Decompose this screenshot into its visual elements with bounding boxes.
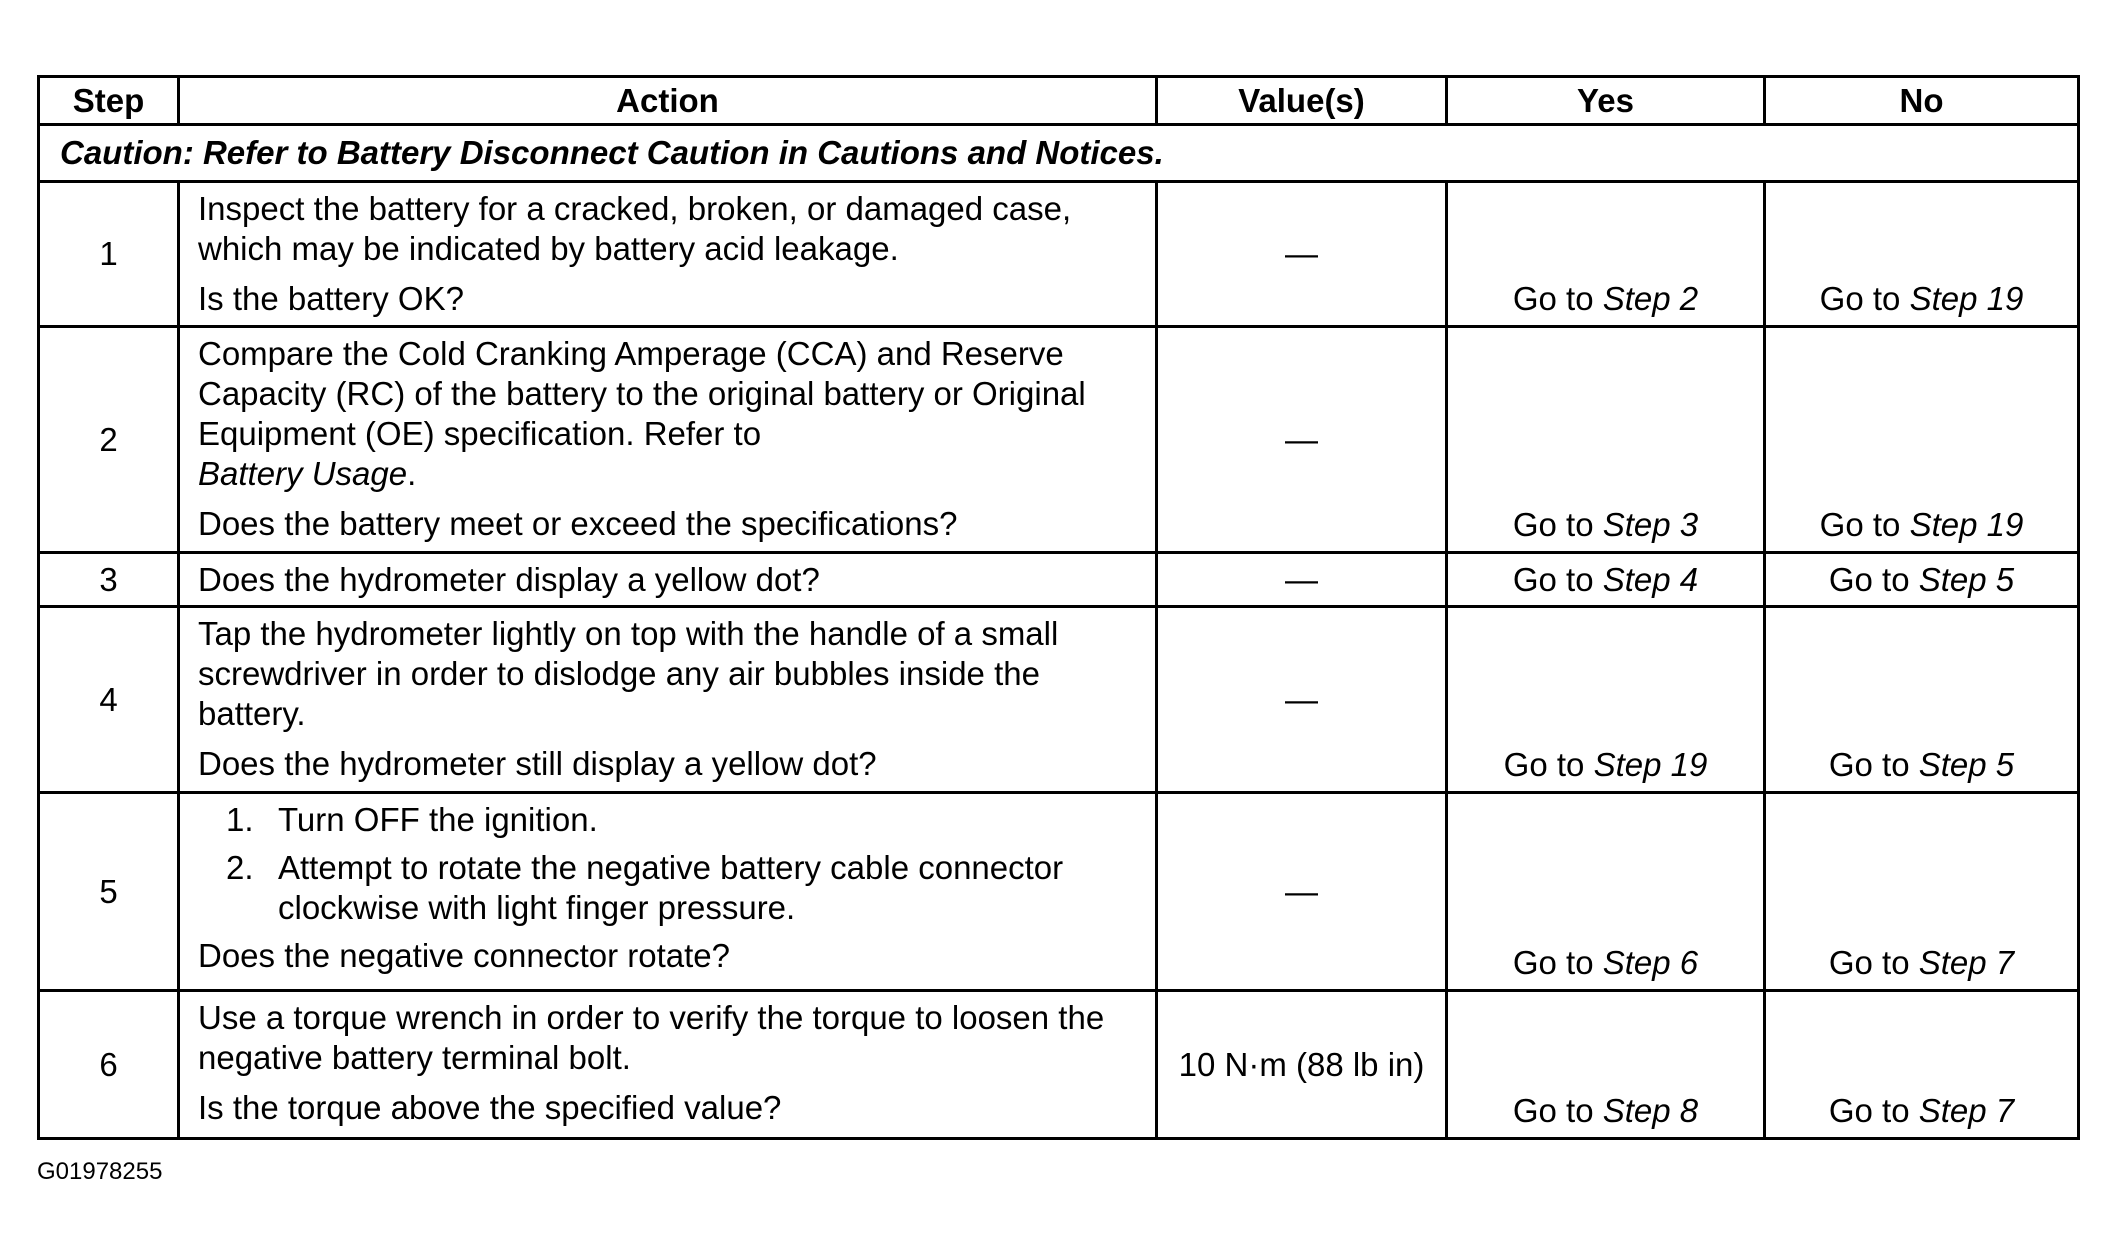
goto-prefix: Go to — [1512, 280, 1603, 317]
value-cell — [1157, 793, 1447, 991]
action-cell — [179, 607, 1157, 793]
yes-step-link[interactable]: Step 19 — [1593, 746, 1708, 783]
list-item-number: 2. — [226, 849, 254, 886]
no-cell — [1765, 553, 2079, 607]
table-row — [39, 182, 2079, 327]
yes-step-link[interactable]: Step 8 — [1602, 1092, 1699, 1129]
no-step-link[interactable]: Step 7 — [1918, 1092, 2015, 1129]
header-action: Action — [179, 77, 1157, 125]
no-step-link[interactable]: Step 19 — [1909, 280, 2024, 317]
goto-prefix: Go to — [1512, 944, 1603, 981]
action-description-text: Compare the Cold Cranking Amperage (CCA) and Reserve Capacity (RC) of the battery to the original battery or Original Equipment (OE) specification. Refer to — [198, 335, 1086, 452]
step-number: 5 — [39, 793, 179, 991]
goto-prefix: Go to — [1512, 506, 1603, 543]
value-text: — — [1285, 420, 1318, 458]
no-cell — [1765, 327, 2079, 553]
list-item — [198, 848, 1137, 928]
no-step-link[interactable]: Step 19 — [1909, 506, 2024, 543]
figure-id: G01978255 — [37, 1158, 163, 1185]
yes-step-link[interactable]: Step 3 — [1602, 506, 1699, 543]
list-item-text: Turn OFF the ignition. — [278, 801, 598, 838]
action-cell — [179, 991, 1157, 1139]
yes-cell — [1447, 607, 1765, 793]
table-row — [39, 607, 2079, 793]
value-text: — — [1285, 560, 1318, 598]
yes-step-link[interactable]: Step 2 — [1602, 280, 1699, 317]
no-step-link[interactable]: Step 7 — [1918, 944, 2015, 981]
step-number: 1 — [39, 182, 179, 327]
no-step-link[interactable]: Step 5 — [1918, 560, 2015, 598]
action-question: Is the battery OK? — [198, 280, 464, 317]
caution-text: Caution: Refer to Battery Disconnect Caution in Cautions and Notices. — [39, 125, 2079, 182]
action-question: Is the torque above the specified value? — [198, 1089, 782, 1126]
goto-prefix: Go to — [1503, 746, 1594, 783]
no-cell — [1765, 793, 2079, 991]
value-text: — — [1285, 872, 1318, 910]
diagnostic-table — [37, 75, 2080, 1140]
action-description: Use a torque wrench in order to verify the torque to loosen the negative battery terminal bolt. — [198, 999, 1105, 1076]
header-row — [39, 77, 2079, 125]
no-step-link[interactable]: Step 5 — [1918, 746, 2015, 783]
value-cell — [1157, 327, 1447, 553]
yes-cell — [1447, 327, 1765, 553]
header-no: No — [1765, 77, 2079, 125]
action-question: Does the hydrometer display a yellow dot? — [198, 560, 820, 598]
goto-prefix: Go to — [1828, 746, 1919, 783]
action-description: Inspect the battery for a cracked, broken, or damaged case, which may be indicated by battery acid leakage. — [198, 190, 1072, 267]
table-row — [39, 327, 2079, 553]
value-text: 10 N·m (88 lb in) — [1178, 1045, 1425, 1083]
table-row — [39, 793, 2079, 991]
step-number: 4 — [39, 607, 179, 793]
step-number: 6 — [39, 991, 179, 1139]
battery-usage-link[interactable]: Battery Usage — [198, 455, 408, 492]
yes-step-link[interactable]: Step 6 — [1602, 944, 1699, 981]
action-cell — [179, 182, 1157, 327]
action-cell — [179, 553, 1157, 607]
action-description-end: . — [407, 455, 417, 492]
action-cell — [179, 793, 1157, 991]
goto-prefix: Go to — [1828, 944, 1919, 981]
header-step: Step — [39, 77, 179, 125]
action-cell — [179, 327, 1157, 553]
no-cell — [1765, 607, 2079, 793]
yes-cell — [1447, 793, 1765, 991]
value-cell — [1157, 182, 1447, 327]
yes-cell — [1447, 991, 1765, 1139]
goto-prefix: Go to — [1512, 560, 1603, 598]
value-cell — [1157, 553, 1447, 607]
goto-prefix: Go to — [1819, 506, 1910, 543]
goto-prefix: Go to — [1819, 280, 1910, 317]
caution-row — [39, 125, 2079, 182]
value-text: — — [1285, 235, 1318, 272]
diagnostic-table-container — [37, 75, 2077, 1140]
action-question: Does the battery meet or exceed the specifications? — [198, 505, 958, 542]
step-number: 3 — [39, 553, 179, 607]
value-cell — [1157, 607, 1447, 793]
list-item-text: Attempt to rotate the negative battery cable connector clockwise with light finger pressure. — [278, 849, 1064, 926]
action-description — [198, 334, 1137, 494]
action-description: Tap the hydrometer lightly on top with the handle of a small screwdriver in order to dislodge any air bubbles inside the battery. — [198, 615, 1059, 732]
table-row — [39, 991, 2079, 1139]
goto-prefix: Go to — [1828, 1092, 1919, 1129]
list-item-number: 1. — [226, 801, 254, 838]
goto-prefix: Go to — [1512, 1092, 1603, 1129]
header-values: Value(s) — [1157, 77, 1447, 125]
yes-step-link[interactable]: Step 4 — [1602, 560, 1699, 598]
goto-prefix: Go to — [1828, 560, 1919, 598]
action-question: Does the hydrometer still display a yellow dot? — [198, 745, 877, 782]
action-question: Does the negative connector rotate? — [198, 937, 731, 974]
yes-cell — [1447, 553, 1765, 607]
table-row — [39, 553, 2079, 607]
procedure-list — [198, 800, 1137, 928]
value-cell — [1157, 991, 1447, 1139]
list-item — [198, 800, 1137, 840]
no-cell — [1765, 182, 2079, 327]
yes-cell — [1447, 182, 1765, 327]
header-yes: Yes — [1447, 77, 1765, 125]
no-cell — [1765, 991, 2079, 1139]
value-text: — — [1285, 680, 1318, 718]
step-number: 2 — [39, 327, 179, 553]
